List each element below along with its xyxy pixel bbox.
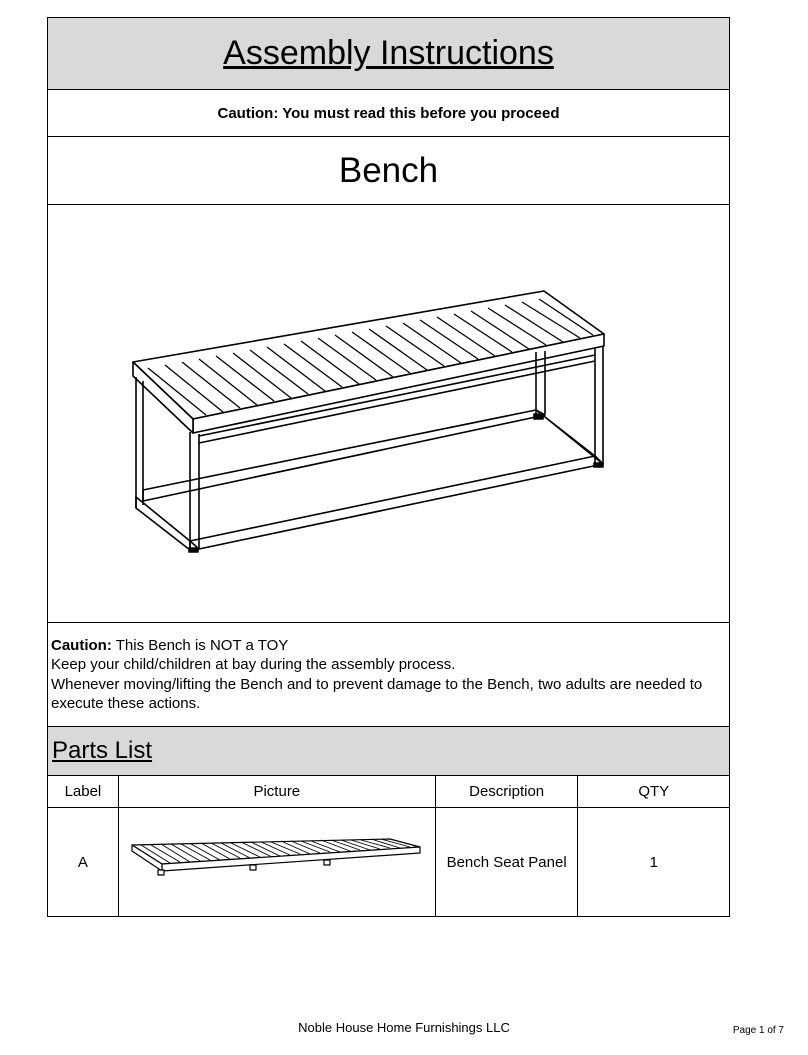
seat-panel-drawing	[124, 830, 429, 890]
caution-banner: Caution: You must read this before you proceed	[47, 90, 730, 137]
instruction-page	[47, 17, 730, 917]
column-header-picture: Picture	[118, 776, 435, 808]
parts-list-header	[47, 727, 730, 776]
page-number: Page 1 of 7	[732, 1025, 784, 1036]
table-row	[48, 808, 730, 917]
column-header-qty: QTY	[578, 776, 730, 808]
caution-line-1: Caution: This Bench is NOT a TOY	[51, 637, 289, 654]
parts-list-title: Parts List	[52, 737, 153, 764]
caution-label: Caution:	[51, 637, 112, 654]
footer-company: Noble House Home Furnishings LLC	[298, 1020, 510, 1035]
caution-line-2: Keep your child/children at bay during the assembly process.	[51, 656, 456, 674]
header-banner	[47, 17, 730, 90]
part-label: A	[48, 808, 119, 917]
caution-notice	[47, 623, 730, 727]
column-header-description: Description	[435, 776, 578, 808]
bench-illustration	[47, 205, 730, 623]
page-title: Assembly Instructions	[223, 34, 554, 72]
product-name: Bench	[47, 137, 730, 205]
part-qty: 1	[578, 808, 730, 917]
bench-drawing	[48, 205, 729, 623]
caution-line-3: Whenever moving/lifting the Bench and to prevent damage to the Bench, two adults are needed to execute these actions.	[51, 675, 703, 713]
part-picture	[118, 808, 435, 917]
column-header-label: Label	[48, 776, 119, 808]
part-description: Bench Seat Panel	[435, 808, 578, 917]
parts-table	[47, 776, 730, 917]
parts-table-header	[48, 776, 730, 808]
